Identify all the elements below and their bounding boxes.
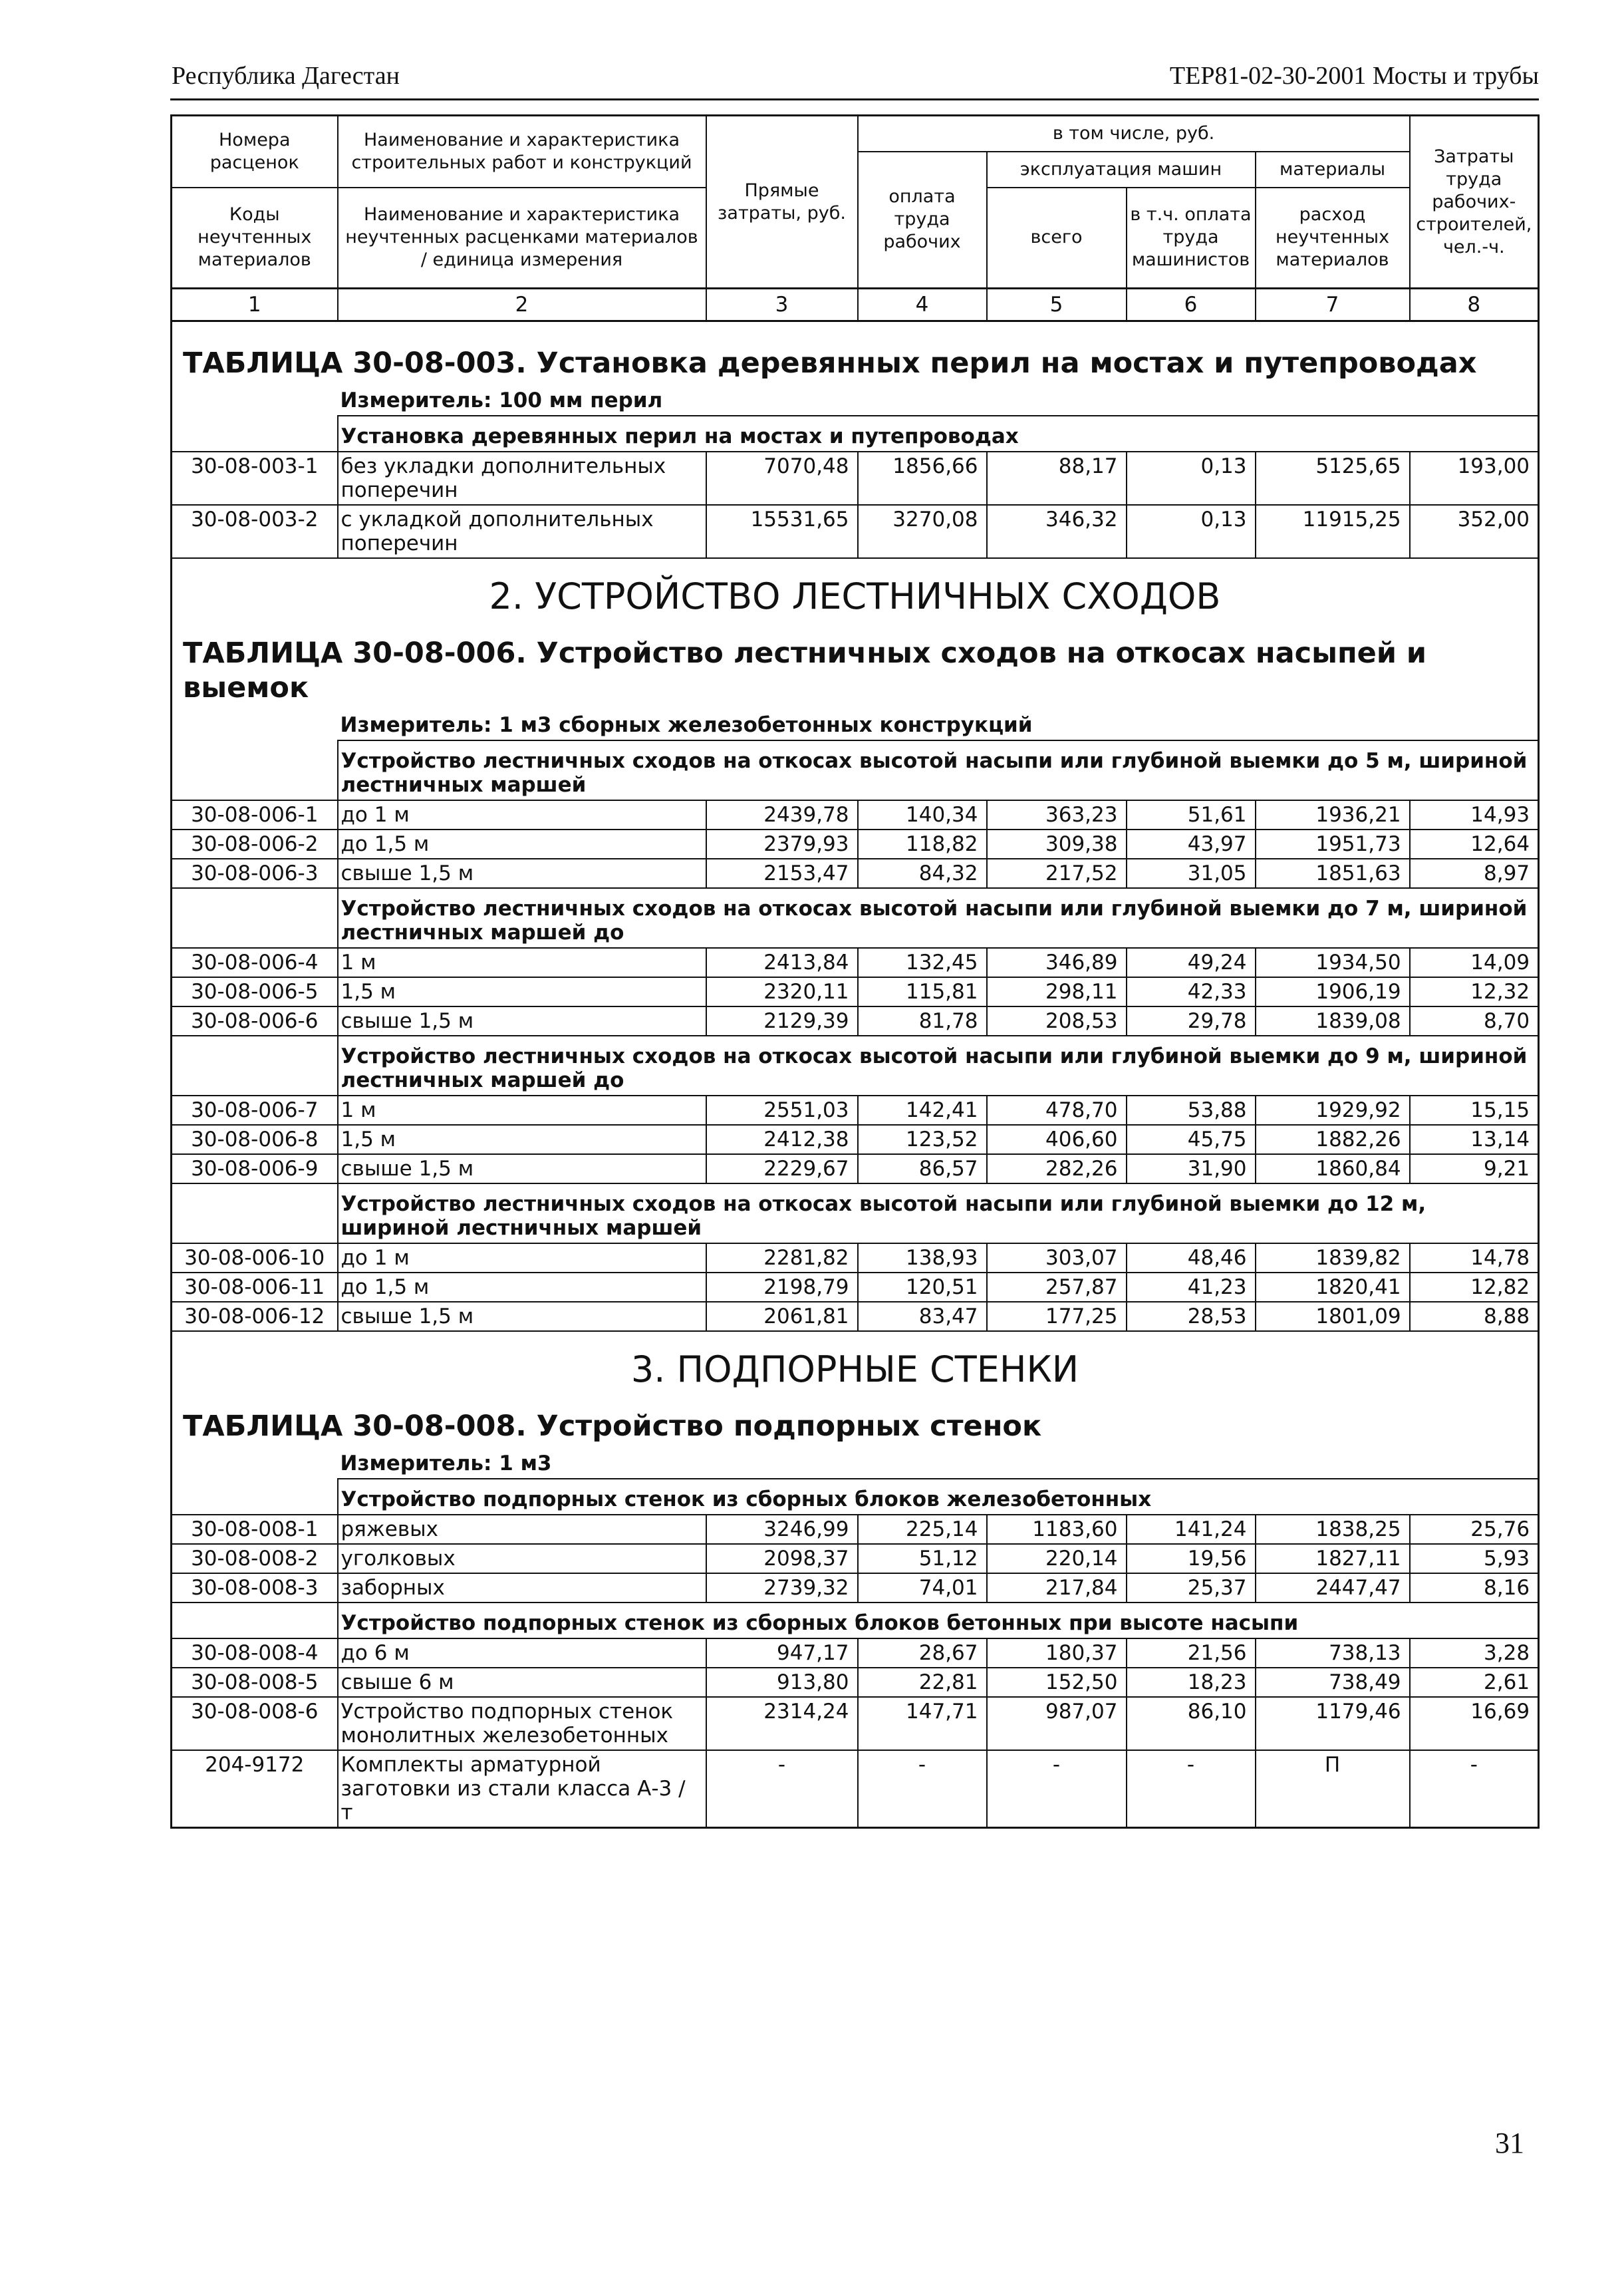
header-labor-costs: Затраты труда рабочих-строителей, чел.-ч. — [1410, 116, 1539, 289]
rate-code: 30-08-008-1 — [172, 1515, 338, 1544]
materials-value: 1934,50 — [1256, 948, 1410, 977]
rate-code: 30-08-003-2 — [172, 505, 338, 558]
labor-pay-value: 123,52 — [858, 1125, 987, 1154]
labor-pay-value: 118,82 — [858, 830, 987, 859]
rate-description: до 6 м — [338, 1638, 706, 1668]
machines-labor-value: 48,46 — [1127, 1243, 1256, 1273]
rate-row — [172, 948, 1539, 977]
header-materials: материалы — [1256, 152, 1410, 188]
rate-description: до 1,5 м — [338, 1273, 706, 1302]
rate-code: 30-08-006-7 — [172, 1096, 338, 1125]
direct-cost-value: 15531,65 — [706, 505, 858, 558]
labor-hours-value: 193,00 — [1410, 452, 1539, 505]
measure-unit: Измеритель: 1 м3 сборных железобетонных конструкций — [338, 708, 1539, 740]
materials-value: 11915,25 — [1256, 505, 1410, 558]
header-machines: эксплуатация машин — [987, 152, 1256, 188]
rate-code: 30-08-006-10 — [172, 1243, 338, 1273]
group-spacer — [172, 1603, 338, 1638]
rate-row — [172, 1668, 1539, 1697]
materials-value: 2447,47 — [1256, 1573, 1410, 1603]
rate-row — [172, 1302, 1539, 1331]
rate-row — [172, 1273, 1539, 1302]
rate-description: Устройство подпорных стенок монолитных железобетонных — [338, 1697, 706, 1750]
header-codes-top: Номера расценок — [172, 116, 338, 188]
direct-cost-value: 2129,39 — [706, 1006, 858, 1036]
page-header-left: Республика Дагестан — [172, 62, 400, 90]
machines-total-value: 298,11 — [987, 977, 1127, 1006]
machines-labor-value: 141,24 — [1127, 1515, 1256, 1544]
measure-spacer — [172, 383, 338, 416]
rate-description: 1 м — [338, 1096, 706, 1125]
labor-hours-value: 5,93 — [1410, 1544, 1539, 1573]
rate-description: 1 м — [338, 948, 706, 977]
group-heading: Устройство лестничных сходов на откосах высотой насыпи или глубиной выемки до 5 м, шириной лестничных маршей — [338, 740, 1539, 800]
rate-row — [172, 505, 1539, 558]
machines-labor-value: 51,61 — [1127, 800, 1256, 830]
labor-pay-value: 1856,66 — [858, 452, 987, 505]
machines-labor-value: 31,90 — [1127, 1154, 1256, 1183]
materials-value: 1860,84 — [1256, 1154, 1410, 1183]
machines-total-value: 309,38 — [987, 830, 1127, 859]
materials-value: 1929,92 — [1256, 1096, 1410, 1125]
group-spacer — [172, 740, 338, 800]
header-codes-bottom: Коды неучтенных материалов — [172, 188, 338, 289]
rate-row — [172, 1638, 1539, 1668]
direct-cost-value: 2198,79 — [706, 1273, 858, 1302]
direct-cost-value: - — [706, 1750, 858, 1828]
machines-labor-value: 19,56 — [1127, 1544, 1256, 1573]
materials-value: 1827,11 — [1256, 1544, 1410, 1573]
group-heading: Устройство лестничных сходов на откосах высотой насыпи или глубиной выемки до 12 м, шириной лестничных маршей — [338, 1183, 1539, 1243]
labor-hours-value: 13,14 — [1410, 1125, 1539, 1154]
rate-row — [172, 1006, 1539, 1036]
machines-total-value: - — [987, 1750, 1127, 1828]
rate-row — [172, 977, 1539, 1006]
measure-spacer — [172, 1446, 338, 1479]
materials-value: 1882,26 — [1256, 1125, 1410, 1154]
rate-description: ряжевых — [338, 1515, 706, 1544]
machines-total-value: 220,14 — [987, 1544, 1127, 1573]
materials-value: 738,49 — [1256, 1668, 1410, 1697]
column-number: 7 — [1256, 289, 1410, 321]
rate-row — [172, 1544, 1539, 1573]
labor-pay-value: 3270,08 — [858, 505, 987, 558]
materials-value: 1838,25 — [1256, 1515, 1410, 1544]
rate-row — [172, 1573, 1539, 1603]
machines-total-value: 88,17 — [987, 452, 1127, 505]
column-number: 6 — [1127, 289, 1256, 321]
machines-labor-value: 0,13 — [1127, 452, 1256, 505]
materials-value: 738,13 — [1256, 1638, 1410, 1668]
rate-description: с укладкой дополнительных поперечин — [338, 505, 706, 558]
rate-row — [172, 1243, 1539, 1273]
measure-unit: Измеритель: 100 мм перил — [338, 383, 1539, 416]
machines-labor-value: 41,23 — [1127, 1273, 1256, 1302]
rate-row — [172, 800, 1539, 830]
labor-hours-value: - — [1410, 1750, 1539, 1828]
direct-cost-value: 2739,32 — [706, 1573, 858, 1603]
direct-cost-value: 2061,81 — [706, 1302, 858, 1331]
materials-value: 1839,82 — [1256, 1243, 1410, 1273]
group-heading: Устройство лестничных сходов на откосах высотой насыпи или глубиной выемки до 7 м, шириной лестничных маршей до — [338, 888, 1539, 948]
rate-row — [172, 1096, 1539, 1125]
column-number: 3 — [706, 289, 858, 321]
rate-row — [172, 859, 1539, 888]
labor-hours-value: 352,00 — [1410, 505, 1539, 558]
rate-description: без укладки дополнительных поперечин — [338, 452, 706, 505]
direct-cost-value: 947,17 — [706, 1638, 858, 1668]
labor-pay-value: - — [858, 1750, 987, 1828]
rate-code: 30-08-006-12 — [172, 1302, 338, 1331]
rates-table — [170, 114, 1540, 1829]
machines-labor-value: - — [1127, 1750, 1256, 1828]
machines-labor-value: 49,24 — [1127, 948, 1256, 977]
measure-spacer — [172, 708, 338, 740]
labor-hours-value: 14,93 — [1410, 800, 1539, 830]
machines-total-value: 346,89 — [987, 948, 1127, 977]
rate-row — [172, 1125, 1539, 1154]
materials-value: 1179,46 — [1256, 1697, 1410, 1750]
rate-row — [172, 1697, 1539, 1750]
machines-labor-value: 45,75 — [1127, 1125, 1256, 1154]
measure-unit: Измеритель: 1 м3 — [338, 1446, 1539, 1479]
labor-pay-value: 74,01 — [858, 1573, 987, 1603]
rate-row — [172, 452, 1539, 505]
rate-code: 30-08-008-4 — [172, 1638, 338, 1668]
machines-total-value: 406,60 — [987, 1125, 1127, 1154]
machines-labor-value: 21,56 — [1127, 1638, 1256, 1668]
rate-row — [172, 1750, 1539, 1828]
header-labor-pay: оплата труда рабочих — [858, 152, 987, 289]
machines-total-value: 987,07 — [987, 1697, 1127, 1750]
rate-code: 30-08-006-11 — [172, 1273, 338, 1302]
rate-code: 30-08-006-6 — [172, 1006, 338, 1036]
labor-pay-value: 84,32 — [858, 859, 987, 888]
labor-hours-value: 8,88 — [1410, 1302, 1539, 1331]
group-heading: Устройство подпорных стенок из сборных блоков бетонных при высоте насыпи — [338, 1603, 1539, 1638]
group-spacer — [172, 416, 338, 452]
group-heading: Устройство подпорных стенок из сборных блоков железобетонных — [338, 1479, 1539, 1515]
labor-hours-value: 8,97 — [1410, 859, 1539, 888]
materials-value: 1851,63 — [1256, 859, 1410, 888]
labor-pay-value: 81,78 — [858, 1006, 987, 1036]
direct-cost-value: 2551,03 — [706, 1096, 858, 1125]
labor-hours-value: 25,76 — [1410, 1515, 1539, 1544]
rate-code: 30-08-008-5 — [172, 1668, 338, 1697]
materials-value: 1820,41 — [1256, 1273, 1410, 1302]
labor-pay-value: 147,71 — [858, 1697, 987, 1750]
rate-description: заборных — [338, 1573, 706, 1603]
rate-code: 30-08-008-6 — [172, 1697, 338, 1750]
machines-labor-value: 86,10 — [1127, 1697, 1256, 1750]
rate-code: 30-08-006-8 — [172, 1125, 338, 1154]
rate-code: 30-08-006-3 — [172, 859, 338, 888]
column-number: 8 — [1410, 289, 1539, 321]
labor-pay-value: 142,41 — [858, 1096, 987, 1125]
direct-cost-value: 2314,24 — [706, 1697, 858, 1750]
machines-total-value: 217,84 — [987, 1573, 1127, 1603]
group-heading: Устройство лестничных сходов на откосах высотой насыпи или глубиной выемки до 9 м, шириной лестничных маршей до — [338, 1036, 1539, 1096]
machines-labor-value: 53,88 — [1127, 1096, 1256, 1125]
labor-pay-value: 86,57 — [858, 1154, 987, 1183]
direct-cost-value: 2281,82 — [706, 1243, 858, 1273]
rate-description: 1,5 м — [338, 977, 706, 1006]
labor-hours-value: 3,28 — [1410, 1638, 1539, 1668]
rate-description: свыше 1,5 м — [338, 1154, 706, 1183]
labor-pay-value: 138,93 — [858, 1243, 987, 1273]
direct-cost-value: 2413,84 — [706, 948, 858, 977]
machines-labor-value: 29,78 — [1127, 1006, 1256, 1036]
header-rule — [170, 98, 1539, 100]
materials-value: 1951,73 — [1256, 830, 1410, 859]
rate-description: до 1,5 м — [338, 830, 706, 859]
table-title-30-08-003: ТАБЛИЦА 30-08-003. Установка деревянных перил на мостах и путепроводах — [172, 335, 1539, 383]
header-including: в том числе, руб. — [858, 116, 1410, 152]
labor-pay-value: 140,34 — [858, 800, 987, 830]
group-spacer — [172, 1479, 338, 1515]
column-numbers-row — [172, 289, 1539, 321]
rate-code: 30-08-006-2 — [172, 830, 338, 859]
labor-hours-value: 14,78 — [1410, 1243, 1539, 1273]
page-number: 31 — [1495, 2127, 1524, 2159]
rate-code: 30-08-006-9 — [172, 1154, 338, 1183]
labor-hours-value: 12,64 — [1410, 830, 1539, 859]
labor-pay-value: 115,81 — [858, 977, 987, 1006]
labor-hours-value: 12,82 — [1410, 1273, 1539, 1302]
machines-labor-value: 28,53 — [1127, 1302, 1256, 1331]
rate-description: свыше 1,5 м — [338, 859, 706, 888]
machines-total-value: 346,32 — [987, 505, 1127, 558]
group-spacer — [172, 888, 338, 948]
header-machines-total: всего — [987, 188, 1127, 289]
machines-total-value: 152,50 — [987, 1668, 1127, 1697]
rate-code: 204-9172 — [172, 1750, 338, 1828]
direct-cost-value: 913,80 — [706, 1668, 858, 1697]
labor-pay-value: 22,81 — [858, 1668, 987, 1697]
direct-cost-value: 2439,78 — [706, 800, 858, 830]
header-materials-unaccounted: расход неучтенных материалов — [1256, 188, 1410, 289]
header-name-top: Наименование и характеристика строительных работ и конструкций — [338, 116, 706, 188]
labor-hours-value: 2,61 — [1410, 1668, 1539, 1697]
labor-pay-value: 28,67 — [858, 1638, 987, 1668]
table-title-30-08-008: ТАБЛИЦА 30-08-008. Устройство подпорных стенок — [172, 1398, 1539, 1446]
materials-value: П — [1256, 1750, 1410, 1828]
rate-row — [172, 1515, 1539, 1544]
section-title-stairs: 2. УСТРОЙСТВО ЛЕСТНИЧНЫХ СХОДОВ — [172, 558, 1539, 625]
rate-code: 30-08-006-1 — [172, 800, 338, 830]
group-spacer — [172, 1183, 338, 1243]
direct-cost-value: 3246,99 — [706, 1515, 858, 1544]
header-name-bottom: Наименование и характеристика неучтенных расценками материалов / единица измерения — [338, 188, 706, 289]
labor-pay-value: 120,51 — [858, 1273, 987, 1302]
rate-description: свыше 1,5 м — [338, 1006, 706, 1036]
rate-code: 30-08-006-5 — [172, 977, 338, 1006]
machines-total-value: 282,26 — [987, 1154, 1127, 1183]
header-machines-labor: в т.ч. оплата труда машинистов — [1127, 188, 1256, 289]
materials-value: 1936,21 — [1256, 800, 1410, 830]
rate-description: до 1 м — [338, 800, 706, 830]
machines-labor-value: 43,97 — [1127, 830, 1256, 859]
machines-total-value: 478,70 — [987, 1096, 1127, 1125]
direct-cost-value: 2153,47 — [706, 859, 858, 888]
column-number: 1 — [172, 289, 338, 321]
group-spacer — [172, 1036, 338, 1096]
rate-description: свыше 1,5 м — [338, 1302, 706, 1331]
direct-cost-value: 2229,67 — [706, 1154, 858, 1183]
materials-value: 1801,09 — [1256, 1302, 1410, 1331]
direct-cost-value: 2320,11 — [706, 977, 858, 1006]
column-number: 5 — [987, 289, 1127, 321]
rate-code: 30-08-003-1 — [172, 452, 338, 505]
table-title-30-08-006: ТАБЛИЦА 30-08-006. Устройство лестничных сходов на откосах насыпей и выемок — [172, 625, 1539, 708]
page-header-right: ТЕР81-02-30-2001 Мосты и трубы — [1169, 62, 1539, 90]
rate-row — [172, 1154, 1539, 1183]
labor-pay-value: 51,12 — [858, 1544, 987, 1573]
rate-code: 30-08-008-2 — [172, 1544, 338, 1573]
machines-total-value: 208,53 — [987, 1006, 1127, 1036]
rate-code: 30-08-006-4 — [172, 948, 338, 977]
direct-cost-value: 2098,37 — [706, 1544, 858, 1573]
machines-labor-value: 18,23 — [1127, 1668, 1256, 1697]
machines-labor-value: 42,33 — [1127, 977, 1256, 1006]
direct-cost-value: 2379,93 — [706, 830, 858, 859]
labor-hours-value: 9,21 — [1410, 1154, 1539, 1183]
machines-total-value: 177,25 — [987, 1302, 1127, 1331]
rate-description: Комплекты арматурной заготовки из стали класса А-3 / т — [338, 1750, 706, 1828]
labor-hours-value: 8,70 — [1410, 1006, 1539, 1036]
machines-total-value: 303,07 — [987, 1243, 1127, 1273]
labor-hours-value: 12,32 — [1410, 977, 1539, 1006]
header-direct-costs: Прямые затраты, руб. — [706, 116, 858, 289]
gap-after-column-numbers — [172, 321, 1539, 336]
rate-description: 1,5 м — [338, 1125, 706, 1154]
labor-pay-value: 225,14 — [858, 1515, 987, 1544]
machines-labor-value: 0,13 — [1127, 505, 1256, 558]
rate-description: до 1 м — [338, 1243, 706, 1273]
materials-value: 5125,65 — [1256, 452, 1410, 505]
machines-total-value: 217,52 — [987, 859, 1127, 888]
labor-pay-value: 132,45 — [858, 948, 987, 977]
machines-total-value: 363,23 — [987, 800, 1127, 830]
labor-hours-value: 14,09 — [1410, 948, 1539, 977]
machines-total-value: 257,87 — [987, 1273, 1127, 1302]
rate-code: 30-08-008-3 — [172, 1573, 338, 1603]
labor-hours-value: 8,16 — [1410, 1573, 1539, 1603]
rate-description: уголковых — [338, 1544, 706, 1573]
machines-total-value: 1183,60 — [987, 1515, 1127, 1544]
column-number: 4 — [858, 289, 987, 321]
labor-hours-value: 15,15 — [1410, 1096, 1539, 1125]
direct-cost-value: 7070,48 — [706, 452, 858, 505]
column-number: 2 — [338, 289, 706, 321]
group-heading: Установка деревянных перил на мостах и путепроводах — [338, 416, 1539, 452]
materials-value: 1839,08 — [1256, 1006, 1410, 1036]
machines-labor-value: 31,05 — [1127, 859, 1256, 888]
materials-value: 1906,19 — [1256, 977, 1410, 1006]
machines-total-value: 180,37 — [987, 1638, 1127, 1668]
labor-hours-value: 16,69 — [1410, 1697, 1539, 1750]
direct-cost-value: 2412,38 — [706, 1125, 858, 1154]
rate-description: свыше 6 м — [338, 1668, 706, 1697]
machines-labor-value: 25,37 — [1127, 1573, 1256, 1603]
labor-pay-value: 83,47 — [858, 1302, 987, 1331]
section-title-retaining-walls: 3. ПОДПОРНЫЕ СТЕНКИ — [172, 1331, 1539, 1398]
rate-row — [172, 830, 1539, 859]
